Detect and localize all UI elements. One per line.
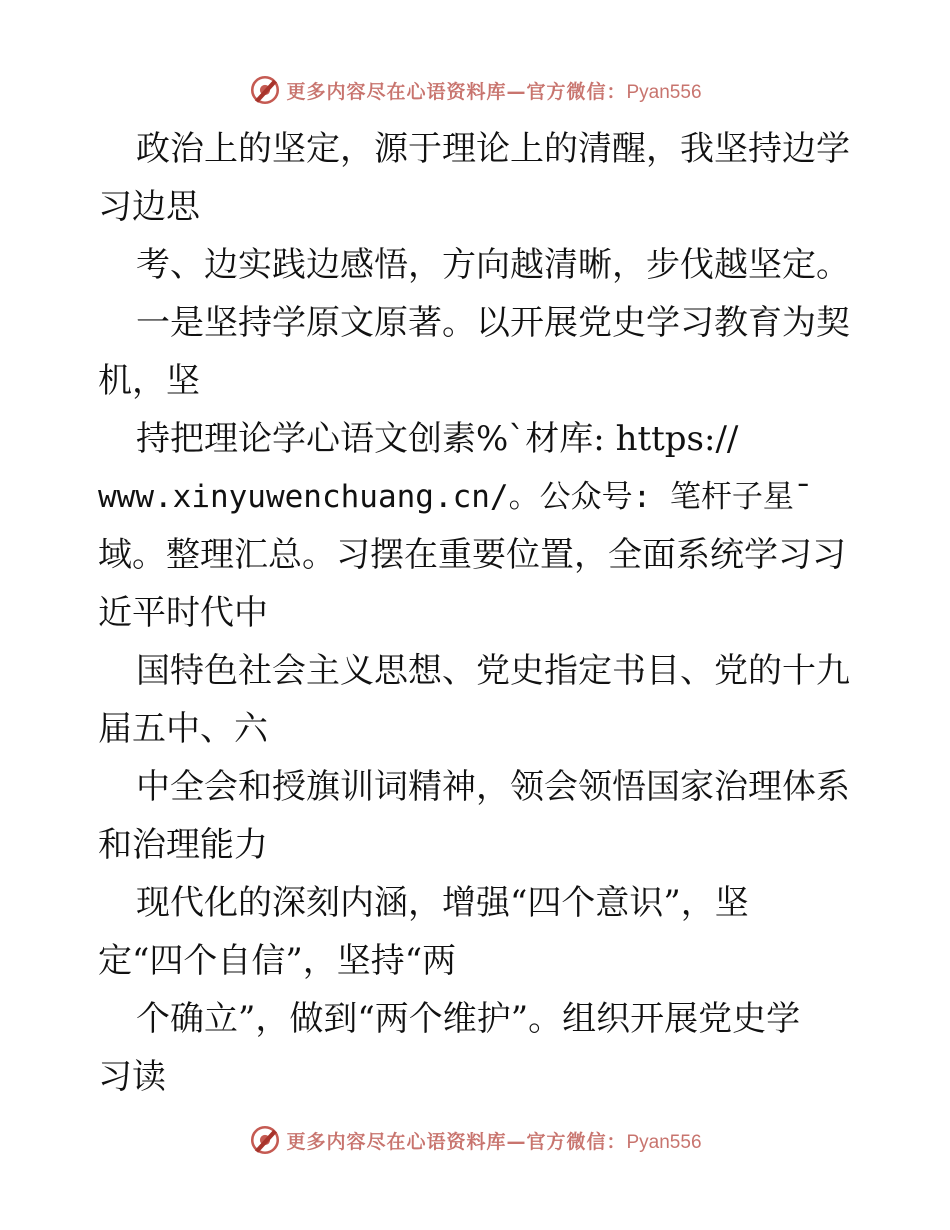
text-line: 习读 [98,1057,166,1097]
text-line: 和治理能力 [98,825,268,865]
banner-prefix: 更多内容尽在心语资料库—官方微信： [286,1130,627,1153]
text-line: 考、边实践边感悟，方向越清晰，步伐越坚定。 [136,245,850,285]
header-banner [0,70,950,110]
text-line: 一是坚持学原文原著。以开展党史学习教育为契 [136,303,850,343]
banner-prefix: 更多内容尽在心语资料库—官方微信： [286,80,627,103]
text-line: 个确立”，做到“两个维护”。组织开展党史学 [136,999,801,1039]
text-line: 届五中、六 [98,709,268,749]
text-line: 机，坚 [98,361,200,401]
text-line: 域。整理汇总。习摆在重要位置，全面系统学习习 [98,535,846,575]
document-body [98,120,858,1106]
banner-brand: Pyan556 [626,81,702,103]
text-line: 国特色社会主义思想、党史指定书目、党的十九 [136,651,850,691]
text-line: 习边思 [98,187,200,227]
banner-brand: Pyan556 [626,1131,702,1153]
logo-icon [248,73,282,107]
banner-text [286,77,701,104]
banner-text [286,1127,701,1154]
text-line: 持把理论学心语文创素%`材库: https:// [136,419,739,459]
text-line: 现代化的深刻内涵，增强“四个意识”，坚 [136,883,749,923]
text-line: 定“四个自信”，坚持“两 [98,941,457,981]
text-line: 中全会和授旗训词精神，领会领悟国家治理体系 [136,767,850,807]
logo-icon [248,1123,282,1157]
text-line: 政治上的坚定，源于理论上的清醒，我坚持边学 [136,129,850,169]
footer-banner [0,1120,950,1160]
text-line: 近平时代中 [98,593,268,633]
text-line: www.xinyuwenchuang.cn/。公众号: 笔杆子星¯ [98,479,813,515]
